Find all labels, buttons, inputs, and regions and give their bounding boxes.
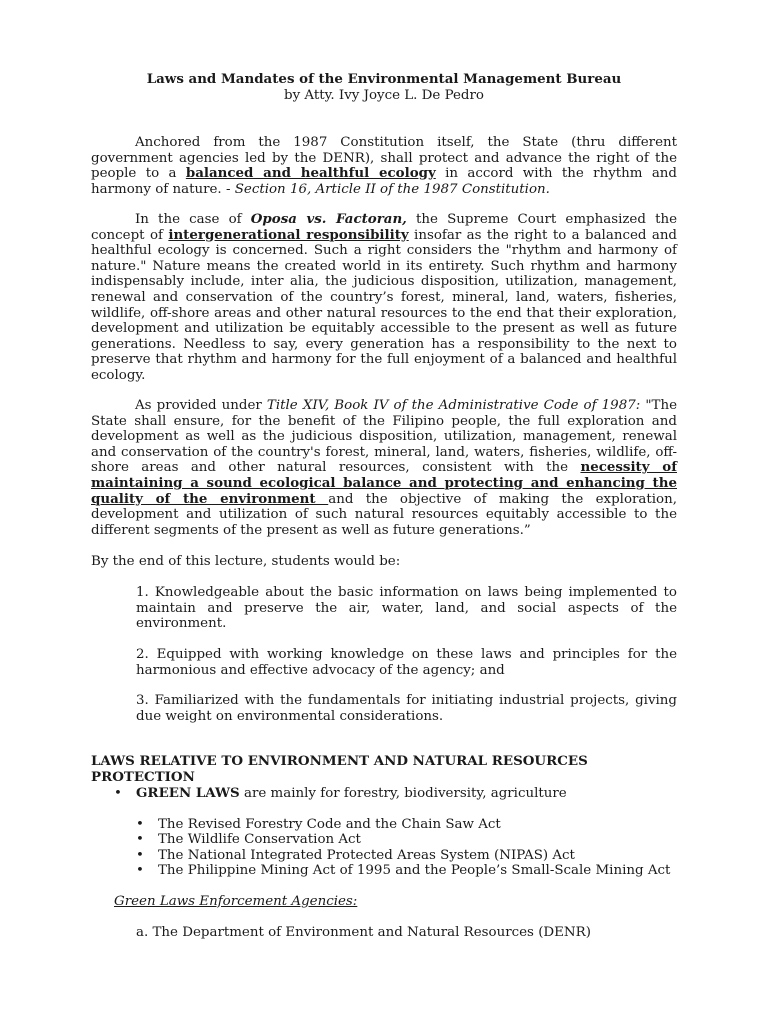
text-span: The State shall ensure, for the benefit of the Filipino people, the full exploration and development as well as the judicious disposition, utilization, management, renewal and conservation of the country's forest, mineral, land, waters, fisheries, wildlife, off-shore areas and other natural resources, consistent with the: [91, 398, 677, 476]
bullet-icon: •: [136, 848, 144, 863]
green-laws-desc: are mainly for forestry, biodiversity, agriculture: [239, 786, 567, 801]
objective-item: 3. Familiarized with the fundamentals for initiating industrial projects, giving due weight on environmental considerations.: [136, 693, 677, 724]
citation-admin-code: Title XIV, Book IV of the Administrative Code of 1987: ": [266, 398, 652, 413]
document-title: Laws and Mandates of the Environmental Management Bureau: [146, 71, 622, 87]
text-span: and the objective of making the exploration, development and utilization of such natural resources equitably accessible to the different segments of the present as well as future generations.”: [91, 491, 677, 538]
bullet-icon: •: [136, 863, 144, 878]
objective-item: 1. Knowledgeable about the basic information on laws being implemented to maintain and preserve the air, water, land, and social aspects of the environment.: [136, 585, 677, 632]
text-span: in accord with the rhythm and harmony of nature. -: [91, 166, 677, 197]
bullet-icon: •: [136, 817, 144, 832]
lecture-intro: By the end of this lecture, students would be:: [91, 554, 401, 569]
bullet-icon: •: [136, 832, 144, 847]
citation-section16: Section 16, Article II of the 1987 Constitution.: [234, 181, 550, 197]
green-laws-label: GREEN LAWS: [136, 785, 240, 801]
text-span: In the case of: [135, 212, 251, 227]
paragraph-constitution: [91, 135, 677, 197]
emphasis-ecological-balance: necessity of maintaining a sound ecological balance and protecting and enhancing the quality of the environment: [91, 459, 677, 507]
section-heading: LAWS RELATIVE TO ENVIRONMENT AND NATURAL RESOURCES PROTECTION: [91, 753, 588, 785]
bullet-icon: •: [114, 786, 122, 801]
green-laws-line: [136, 786, 567, 802]
agencies-heading: Green Laws Enforcement Agencies:: [114, 894, 358, 909]
green-law-title: The Philippine Mining Act of 1995 and the People’s Small-Scale Mining Act: [158, 863, 671, 878]
green-law-title: The Wildlife Conservation Act: [158, 832, 361, 847]
agency-item: a. The Department of Environment and Natural Resources (DENR): [136, 925, 591, 940]
paragraph-admin-code: [91, 398, 677, 538]
emphasis-balanced-ecology: balanced and healthful ecology: [185, 165, 436, 182]
objective-item: 2. Equipped with working knowledge on these laws and principles for the harmonious and effective advocacy of the agency; and: [136, 647, 677, 678]
green-law-title: The Revised Forestry Code and the Chain Saw Act: [158, 817, 501, 832]
paragraph-oposa: [91, 212, 677, 384]
green-law-title: The National Integrated Protected Areas System (NIPAS) Act: [158, 848, 575, 863]
text-span: Anchored from the 1987 Constitution itself, the State (thru different government agencies led by the DENR), shall protect and advance the right of the people to a: [91, 135, 677, 182]
text-span: As provided under: [135, 398, 267, 413]
emphasis-intergenerational: intergenerational responsibility: [168, 226, 409, 243]
case-name: Oposa vs. Factoran,: [250, 211, 407, 227]
text-span: the Supreme Court emphasized the concept of: [91, 212, 677, 243]
text-span: insofar as the right to a balanced and healthful ecology is concerned. Such a right considers the "rhythm and harmony of nature." Nature means the created world in its entirety. Such rhythm and harmony indispensably include, inter alia, the judicious disposition, utilization, management, renewal and conservation of the country’s forest, mineral, land, waters, fisheries, wildlife, off-shore areas and other natural resources to the end that their exploration, development and utilization be equitably accessible to the present as well as future generations. Needless to say, every generation has a responsibility to the next to preserve that rhythm and harmony for the full enjoyment of a balanced and healthful ecology.: [91, 227, 678, 383]
author-byline: by Atty. Ivy Joyce L. De Pedro: [284, 88, 484, 103]
